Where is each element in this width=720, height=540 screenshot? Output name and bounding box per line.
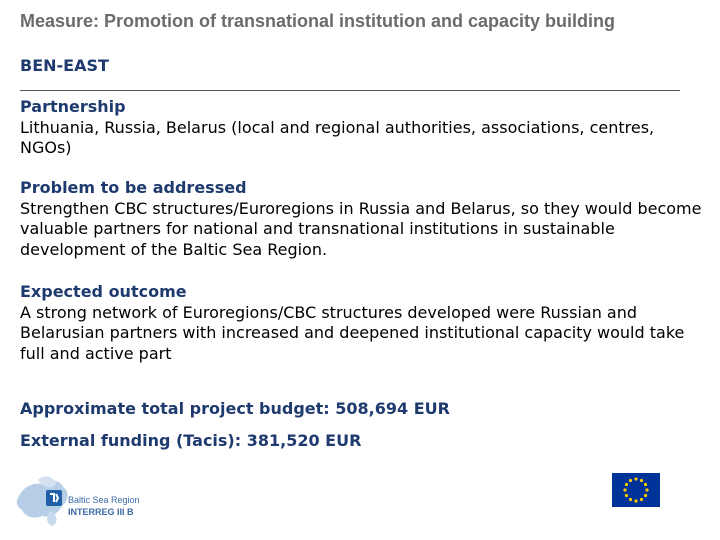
outcome-section: [20, 282, 710, 364]
eu-star: [629, 498, 632, 501]
logo-line1: Baltic Sea Region: [68, 495, 140, 505]
budget-label: Approximate total project budget: [20, 399, 324, 418]
problem-heading: Problem to be addressed: [20, 178, 247, 197]
problem-section: [20, 178, 710, 260]
eu-star: [640, 498, 643, 501]
baltic-map-icon: [12, 470, 192, 530]
eu-star: [625, 494, 628, 497]
eu-flag-icon: [612, 473, 660, 507]
page-title: Measure: Promotion of transnational institution and capacity building: [20, 11, 616, 31]
eu-star: [629, 479, 632, 482]
problem-text: Strengthen CBC structures/Euroregions in Russia and Belarus, so they would become valuable partners for national and transnational institutions in sustainable development of the Baltic Sea Region.: [20, 198, 702, 259]
budget-line: Approximate total project budget: 508,694 EUR: [20, 399, 450, 418]
outcome-heading: Expected outcome: [20, 282, 187, 301]
partnership-section: [20, 97, 710, 159]
eu-star: [634, 499, 637, 502]
external-funding-line: External funding (Tacis): 381,520 EUR: [20, 431, 362, 450]
eu-star: [640, 479, 643, 482]
logo-line2: INTERREG III B: [68, 507, 134, 517]
eu-flag-logo: [612, 473, 660, 507]
external-funding-label: External funding (Tacis): [20, 431, 235, 450]
eu-star: [634, 477, 637, 480]
eu-star: [623, 488, 626, 491]
eu-star: [644, 483, 647, 486]
partnership-text: Lithuania, Russia, Belarus (local and regional authorities, associations, centres, NGOs): [20, 117, 655, 157]
eu-star: [645, 488, 648, 491]
project-name: BEN-EAST: [20, 56, 109, 75]
partnership-heading: Partnership: [20, 97, 126, 116]
eu-star: [644, 494, 647, 497]
budget-value: 508,694 EUR: [335, 399, 450, 418]
divider: [20, 90, 680, 91]
outcome-text: A strong network of Euroregions/CBC structures developed were Russian and Belarusian partners with increased and deepened institutional capacity would take full and active part: [20, 302, 685, 363]
baltic-sea-region-logo: [12, 470, 192, 530]
external-funding-value: 381,520 EUR: [246, 431, 362, 450]
eu-star: [625, 483, 628, 486]
